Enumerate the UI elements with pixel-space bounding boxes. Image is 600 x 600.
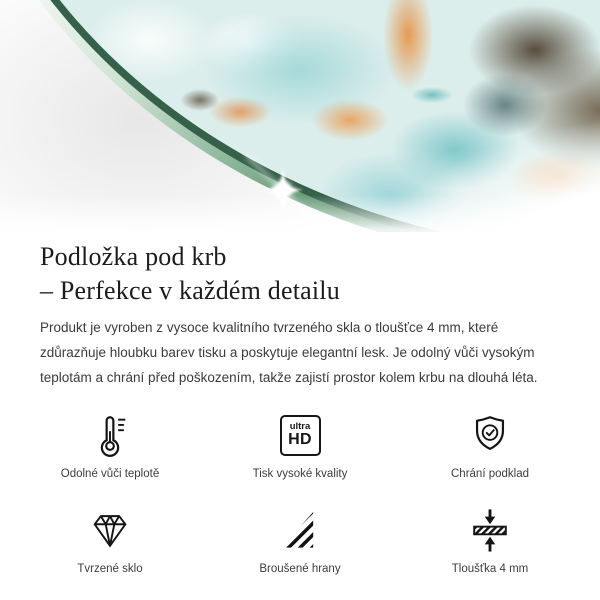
title-line-2: – Perfekce v každém detailu: [40, 276, 340, 305]
polished-edges-icon: [278, 506, 322, 554]
shield-check-icon: [467, 411, 513, 459]
ultra-hd-icon-text-large: HD: [288, 430, 312, 448]
feature-print-quality: [205, 411, 395, 480]
title-line-1: Podložka pod krb: [40, 242, 227, 271]
product-description: Produkt je vyroben z vysoce kvalitního tvrzeného skla o tloušťce 4 mm, které zdůrazňuje hloubku barev tisku a poskytuje elegantní lesk. Je odolný vůči vysokým teplotám a chrání před poškozením, takže zajistí prostor kolem krbu na dlouhá léta.: [40, 320, 538, 385]
photo-fade-overlay: [0, 0, 600, 232]
feature-polished-edges: [205, 506, 395, 575]
page-title: [40, 240, 560, 308]
feature-heat-resistant: [15, 411, 205, 480]
feature-grid: [15, 411, 585, 575]
feature-label: Tvrzené sklo: [77, 563, 143, 575]
feature-thickness: [395, 506, 585, 575]
diamond-icon: [87, 506, 133, 554]
thermometer-icon: [87, 411, 133, 459]
feature-tempered-glass: [15, 506, 205, 575]
feature-label: Tloušťka 4 mm: [451, 563, 529, 575]
thickness-icon: [467, 506, 513, 554]
feature-label: Tisk vysoké kvality: [252, 468, 348, 480]
feature-label: Chrání podklad: [451, 468, 529, 480]
feature-protects-surface: [395, 411, 585, 480]
ultra-hd-icon-text-small: ultra: [289, 421, 311, 433]
feature-label: Broušené hrany: [259, 563, 341, 575]
feature-label: Odolné vůči teplotě: [60, 468, 160, 480]
product-image: [0, 0, 600, 232]
ultra-hd-icon: [280, 411, 321, 459]
